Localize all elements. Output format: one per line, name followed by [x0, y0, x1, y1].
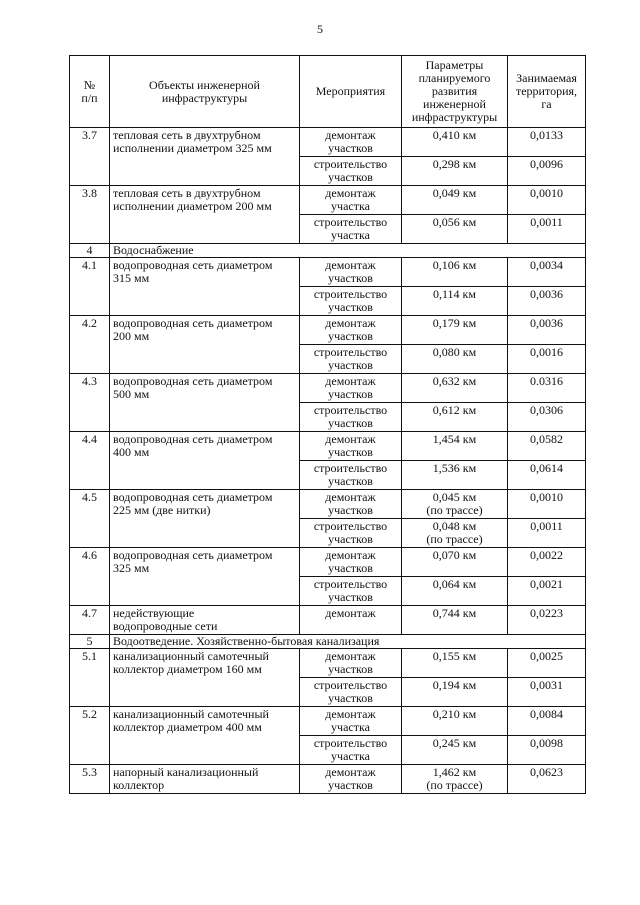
row-number: 3.7: [70, 128, 110, 186]
object-cell: тепловая сеть в двухтрубном исполнении диаметром 325 мм: [110, 128, 300, 186]
area-cell: 0,0011: [508, 519, 586, 548]
object-cell: тепловая сеть в двухтрубном исполнении диаметром 200 мм: [110, 186, 300, 244]
object-cell: водопроводная сеть диаметром 225 мм (две нитки): [110, 490, 300, 548]
area-cell: 0,0098: [508, 736, 586, 765]
infrastructure-table: [69, 55, 586, 794]
param-cell: 0,245 км: [402, 736, 508, 765]
param-cell: 0,632 км: [402, 374, 508, 403]
param-cell: 0,155 км: [402, 649, 508, 678]
param-cell: 0,298 км: [402, 157, 508, 186]
table-row: [70, 606, 586, 635]
table-row: [70, 649, 586, 678]
param-cell: 0,744 км: [402, 606, 508, 635]
page-number: 5: [317, 22, 323, 36]
table-row: [70, 490, 586, 519]
table-row: [70, 128, 586, 157]
param-cell: 0,070 км: [402, 548, 508, 577]
param-cell: 0,080 км: [402, 345, 508, 374]
section-number: 5: [70, 635, 110, 649]
table-row: [70, 765, 586, 794]
row-number: 3.8: [70, 186, 110, 244]
table-row: [70, 316, 586, 345]
measure-cell: строительство участков: [300, 287, 402, 316]
measure-cell: строительство участков: [300, 678, 402, 707]
header-object: Объекты инженерной инфраструктуры: [110, 56, 300, 128]
measure-cell: строительство участка: [300, 215, 402, 244]
area-cell: 0,0010: [508, 490, 586, 519]
table-row: [70, 432, 586, 461]
row-number: 4.3: [70, 374, 110, 432]
object-cell: водопроводная сеть диаметром 400 мм: [110, 432, 300, 490]
area-cell: 0,0010: [508, 186, 586, 215]
area-cell: 0,0016: [508, 345, 586, 374]
row-number: 4.2: [70, 316, 110, 374]
area-cell: 0,0036: [508, 316, 586, 345]
area-cell: 0,0031: [508, 678, 586, 707]
measure-cell: строительство участков: [300, 519, 402, 548]
param-cell: 1,536 км: [402, 461, 508, 490]
row-number: 4.7: [70, 606, 110, 635]
area-cell: 0,0025: [508, 649, 586, 678]
measure-cell: строительство участков: [300, 461, 402, 490]
area-cell: 0,0021: [508, 577, 586, 606]
param-cell: 0,049 км: [402, 186, 508, 215]
area-cell: 0,0036: [508, 287, 586, 316]
table-header: [70, 56, 586, 128]
object-cell: канализационный самотечный коллектор диаметром 160 мм: [110, 649, 300, 707]
area-cell: 0,0614: [508, 461, 586, 490]
row-number: 4.6: [70, 548, 110, 606]
row-number: 4.1: [70, 258, 110, 316]
table-row: [70, 186, 586, 215]
object-cell: канализационный самотечный коллектор диаметром 400 мм: [110, 707, 300, 765]
area-cell: 0,0133: [508, 128, 586, 157]
area-cell: 0,0034: [508, 258, 586, 287]
area-cell: 0,0623: [508, 765, 586, 794]
measure-cell: демонтаж участка: [300, 707, 402, 736]
header-num: № п/п: [70, 56, 110, 128]
measure-cell: демонтаж участков: [300, 432, 402, 461]
param-cell: 0,114 км: [402, 287, 508, 316]
row-number: 4.5: [70, 490, 110, 548]
param-cell: 0,612 км: [402, 403, 508, 432]
header-row: [70, 56, 586, 128]
row-number: 4.4: [70, 432, 110, 490]
section-title: Водоснабжение: [110, 244, 586, 258]
area-cell: 0,0096: [508, 157, 586, 186]
measure-cell: строительство участков: [300, 345, 402, 374]
param-cell: 0,194 км: [402, 678, 508, 707]
measure-cell: строительство участков: [300, 577, 402, 606]
measure-cell: демонтаж участков: [300, 765, 402, 794]
row-number: 5.3: [70, 765, 110, 794]
object-cell: водопроводная сеть диаметром 325 мм: [110, 548, 300, 606]
row-number: 5.2: [70, 707, 110, 765]
header-area: Занимаемая территория, га: [508, 56, 586, 128]
measure-cell: демонтаж участков: [300, 490, 402, 519]
param-cell: 0,064 км: [402, 577, 508, 606]
table-row: [70, 548, 586, 577]
param-cell: 0,045 км (по трассе): [402, 490, 508, 519]
table-row: [70, 258, 586, 287]
area-cell: 0,0022: [508, 548, 586, 577]
header-measure: Мероприятия: [300, 56, 402, 128]
param-cell: 0,410 км: [402, 128, 508, 157]
area-cell: 0.0316: [508, 374, 586, 403]
section-title: Водоотведение. Хозяйственно-бытовая канализация: [110, 635, 586, 649]
object-cell: водопроводная сеть диаметром 315 мм: [110, 258, 300, 316]
table-body: [70, 128, 586, 794]
param-cell: 0,048 км (по трассе): [402, 519, 508, 548]
table-row: [70, 707, 586, 736]
measure-cell: строительство участков: [300, 157, 402, 186]
measure-cell: демонтаж: [300, 606, 402, 635]
param-cell: 1,462 км (по трассе): [402, 765, 508, 794]
object-cell: напорный канализационный коллектор: [110, 765, 300, 794]
measure-cell: демонтаж участков: [300, 649, 402, 678]
header-param: Параметры планируемого развития инженерной инфраструктуры: [402, 56, 508, 128]
area-cell: 0,0084: [508, 707, 586, 736]
section-row: [70, 635, 586, 649]
measure-cell: демонтаж участка: [300, 186, 402, 215]
measure-cell: демонтаж участков: [300, 374, 402, 403]
area-cell: 0,0306: [508, 403, 586, 432]
area-cell: 0,0582: [508, 432, 586, 461]
measure-cell: демонтаж участков: [300, 128, 402, 157]
measure-cell: демонтаж участков: [300, 316, 402, 345]
row-number: 5.1: [70, 649, 110, 707]
object-cell: водопроводная сеть диаметром 200 мм: [110, 316, 300, 374]
section-row: [70, 244, 586, 258]
param-cell: 1,454 км: [402, 432, 508, 461]
param-cell: 0,106 км: [402, 258, 508, 287]
area-cell: 0,0223: [508, 606, 586, 635]
object-cell: недействующие водопроводные сети: [110, 606, 300, 635]
param-cell: 0,179 км: [402, 316, 508, 345]
measure-cell: демонтаж участков: [300, 548, 402, 577]
param-cell: 0,056 км: [402, 215, 508, 244]
measure-cell: строительство участка: [300, 736, 402, 765]
section-number: 4: [70, 244, 110, 258]
measure-cell: демонтаж участков: [300, 258, 402, 287]
table-row: [70, 374, 586, 403]
area-cell: 0,0011: [508, 215, 586, 244]
measure-cell: строительство участков: [300, 403, 402, 432]
object-cell: водопроводная сеть диаметром 500 мм: [110, 374, 300, 432]
param-cell: 0,210 км: [402, 707, 508, 736]
